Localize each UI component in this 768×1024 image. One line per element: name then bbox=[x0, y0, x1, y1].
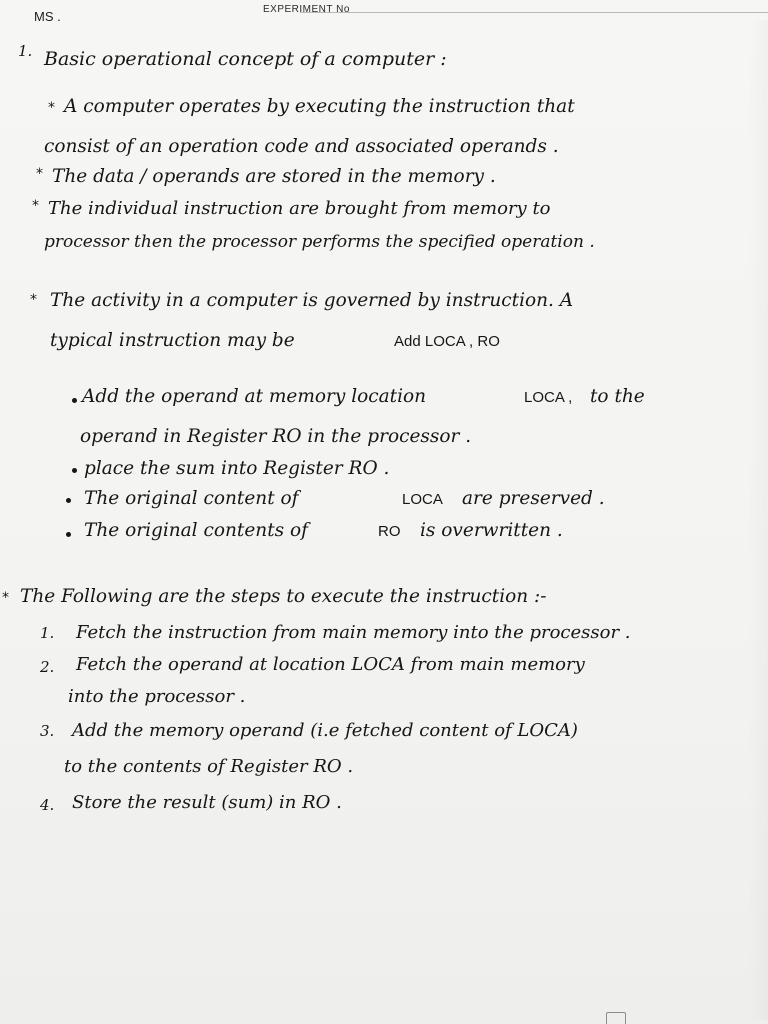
bullet-4-line-1a: The original contents of bbox=[84, 520, 308, 541]
paragraph-2-marker: * bbox=[36, 166, 43, 182]
paragraph-4-instruction: Add LOCA , RO bbox=[394, 333, 500, 350]
paragraph-1-line-2: consist of an operation code and associated operands . bbox=[44, 136, 559, 157]
bullet-1-line-1c: to the bbox=[590, 386, 645, 407]
experiment-number-label: EXPERIMENT No bbox=[263, 4, 350, 15]
paragraph-4-line-2a: typical instruction may be bbox=[50, 330, 295, 351]
step-3-line-2: to the contents of Register RO . bbox=[64, 756, 354, 777]
bullet-1-line-2: operand in Register RO in the processor . bbox=[80, 426, 472, 447]
section-2-marker: * bbox=[2, 590, 9, 606]
bullet-1-line-1b: LOCA , bbox=[524, 389, 573, 406]
step-2-number: 2. bbox=[40, 658, 55, 676]
step-4-number: 4. bbox=[40, 796, 55, 814]
bullet-3-line-1b: LOCA bbox=[402, 491, 443, 508]
paragraph-3-marker: * bbox=[32, 198, 39, 214]
paragraph-3-line-2: processor then the processor performs the specified operation . bbox=[44, 232, 595, 252]
step-1-number: 1. bbox=[40, 624, 55, 642]
paragraph-4-line-1: The activity in a computer is governed by instruction. A bbox=[50, 290, 574, 311]
section-1-title: Basic operational concept of a computer : bbox=[44, 48, 447, 70]
step-3-number: 3. bbox=[40, 722, 55, 740]
page-code: MS . bbox=[34, 9, 61, 24]
bullet-4-line-1c: is overwritten . bbox=[420, 520, 563, 541]
paragraph-2-line-1: The data / operands are stored in the memory . bbox=[52, 166, 496, 187]
bullet-3-line-1c: are preserved . bbox=[462, 488, 605, 509]
paragraph-1-line-1: A computer operates by executing the instruction that bbox=[64, 96, 575, 117]
header-rule bbox=[300, 12, 768, 13]
step-2-line-2: into the processor . bbox=[68, 686, 246, 707]
bullet-1-dot bbox=[72, 398, 77, 403]
paragraph-4-marker: * bbox=[30, 292, 37, 308]
step-1-line-1: Fetch the instruction from main memory into the processor . bbox=[76, 622, 631, 643]
paragraph-3-line-1: The individual instruction are brought from memory to bbox=[48, 198, 551, 219]
bullet-2-line-1: place the sum into Register RO . bbox=[84, 458, 390, 479]
bullet-3-line-1a: The original content of bbox=[84, 488, 299, 509]
step-4-line-1: Store the result (sum) in RO . bbox=[72, 792, 342, 813]
paragraph-1-marker: * bbox=[48, 100, 55, 116]
bullet-4-dot bbox=[66, 532, 71, 537]
bullet-3-dot bbox=[66, 498, 71, 503]
bullet-4-line-1b: RO bbox=[378, 523, 401, 540]
step-3-line-1: Add the memory operand (i.e fetched content of LOCA) bbox=[72, 720, 578, 741]
section-1-number: 1. bbox=[18, 42, 33, 60]
page-stamp-logo bbox=[606, 1012, 626, 1024]
bullet-2-dot bbox=[72, 468, 77, 473]
bullet-1-line-1a: Add the operand at memory location bbox=[82, 386, 427, 407]
section-2-intro: The Following are the steps to execute the instruction :- bbox=[20, 586, 547, 607]
step-2-line-1: Fetch the operand at location LOCA from main memory bbox=[76, 654, 585, 675]
